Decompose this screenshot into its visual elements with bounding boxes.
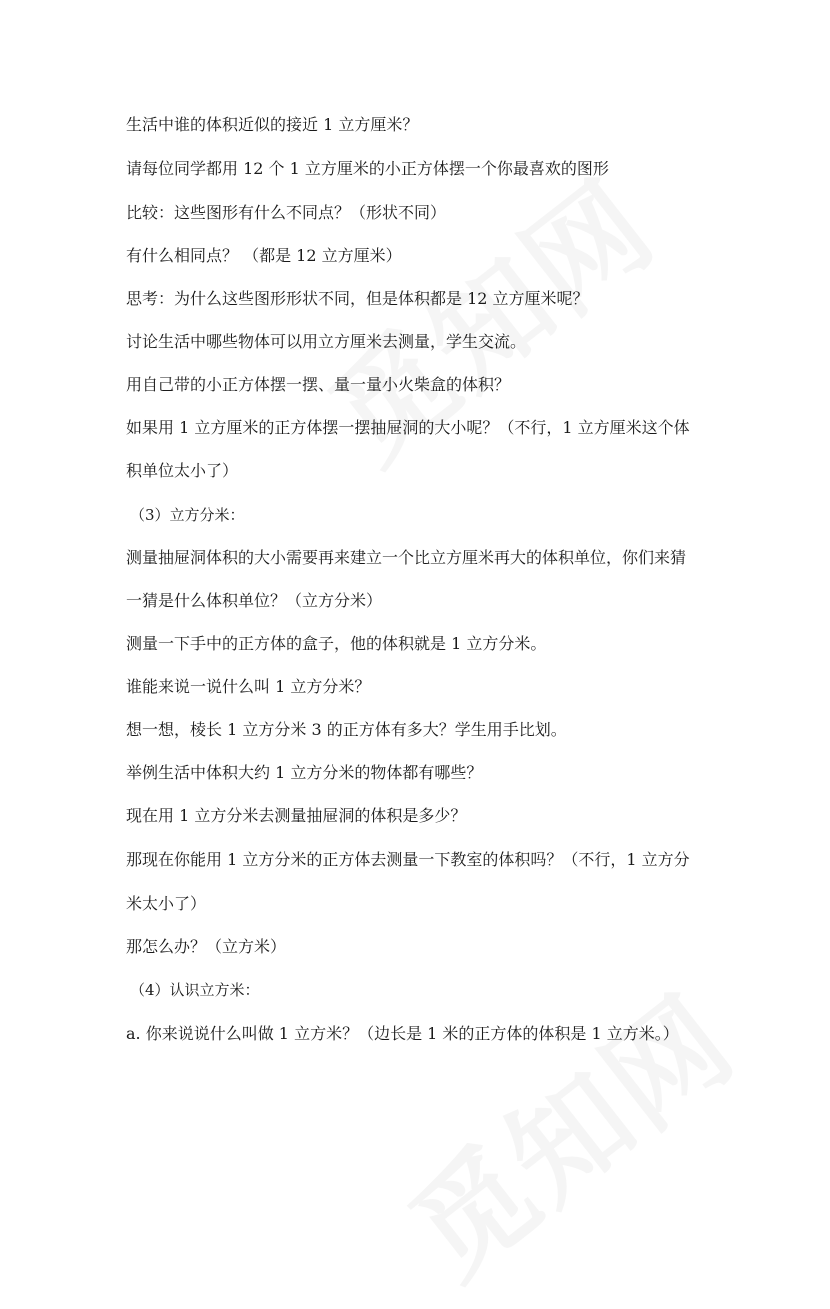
paragraph-line: 那怎么办？（立方米） [126, 937, 287, 956]
paragraph-line: 生活中谁的体积近似的接近 1 立方厘米？ [126, 115, 419, 134]
paragraph-line: 讨论生活中哪些物体可以用立方厘米去测量，学生交流。 [126, 332, 527, 351]
paragraph-line: 思考：为什么这些图形形状不同，但是体积都是 12 立方厘米呢？ [126, 289, 589, 308]
paragraph-line: a. 你来说说什么叫做 1 立方米？（边长是 1 米的正方体的体积是 1 立方米。） [126, 1024, 679, 1043]
paragraph-line: 测量一下手中的正方体的盒子，他的体积就是 1 立方分米。 [126, 634, 547, 653]
paragraph-line: 请每位同学都用 12 个 1 立方厘米的小正方体摆一个你最喜欢的图形 [126, 159, 609, 178]
paragraph-line: 如果用 1 立方厘米的正方体摆一摆抽屉洞的大小呢？（不行，1 立方厘米这个体 [126, 418, 690, 437]
paragraph-line: 测量抽屉洞体积的大小需要再来建立一个比立方厘米再大的体积单位，你们来猜 [126, 548, 687, 567]
paragraph-line: 米太小了） [126, 894, 207, 913]
paragraph-line: 想一想，棱长 1 立方分米 3 的正方体有多大？学生用手比划。 [126, 720, 567, 739]
paragraph-line: 比较：这些图形有什么不同点？（形状不同） [126, 203, 447, 222]
paragraph-line: 谁能来说一说什么叫 1 立方分米？ [126, 677, 371, 696]
paragraph-line: 有什么相同点？ （都是 12 立方厘米） [126, 246, 402, 265]
section-heading: （3）立方分米： [130, 506, 245, 524]
paragraph-line: 那现在你能用 1 立方分米的正方体去测量一下教室的体积吗？（不行，1 立方分 [126, 850, 690, 869]
paragraph-line: 举例生活中体积大约 1 立方分米的物体都有哪些？ [126, 763, 483, 782]
section-heading: （4）认识立方米： [130, 981, 260, 999]
paragraph-line: 现在用 1 立方分米去测量抽屉洞的体积是多少？ [126, 806, 467, 825]
watermark-bottom [370, 950, 763, 1309]
paragraph-line: 用自己带的小正方体摆一摆、量一量小火柴盒的体积？ [126, 375, 511, 394]
paragraph-line: 一猜是什么体积单位？（立方分米） [126, 591, 383, 610]
paragraph-line: 积单位太小了） [126, 461, 239, 480]
